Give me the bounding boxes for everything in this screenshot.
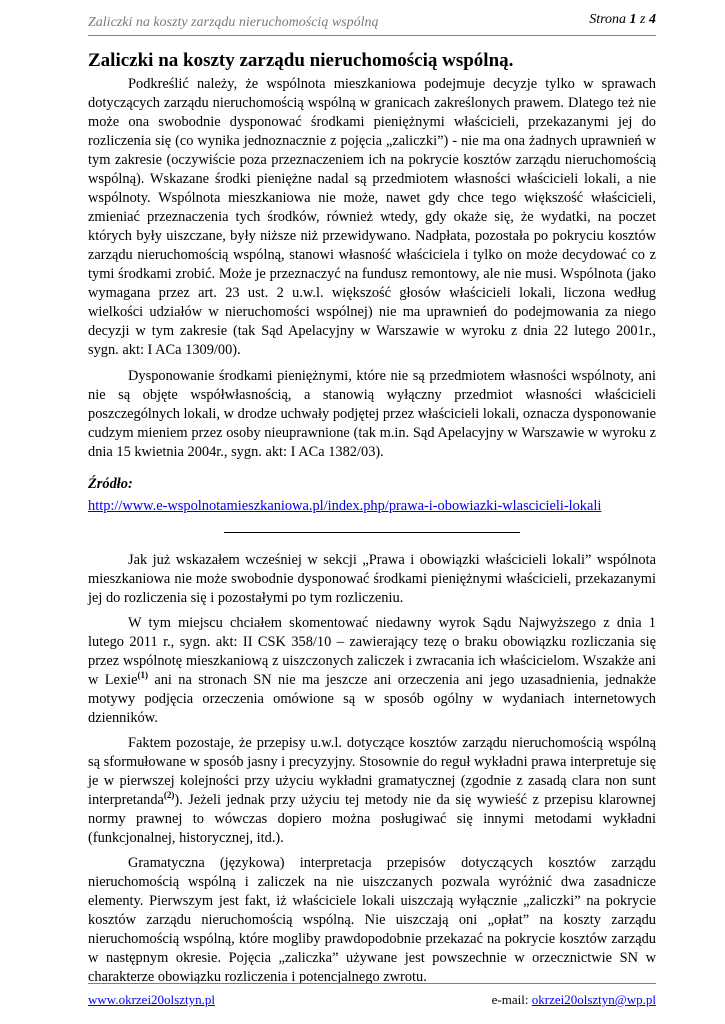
footnote-2-marker[interactable]: (2) xyxy=(163,790,175,801)
paragraph-5-part-b: ). Jeżeli jednak przy użyciu tej metody nie da się wywieść z przepisu klarownej normy prawnej to wówczas dopiero można posługiwać się innymi metodami wykładni (funkcjonalnej, historycznej, itd.). xyxy=(88,792,656,846)
paragraph-1: Podkreślić należy, że wspólnota mieszkaniowa podejmuje decyzje tylko w sprawach dotyczących zarządu nieruchomością wspólną w granicach zakreślonych prawem. Dlatego też nie może ona swobodnie dysponować środkami pieniężnymi właścicieli, przekazanymi jej do rozliczenia się (co wynika jednoznacznie z pojęcia „zaliczki”) - nie ma ona żadnych uprawnień w tym zakresie (oczywiście poza przeznaczeniem ich na pokrycie kosztów zarządu nieruchomością wspólną). Wskazane środki pieniężne nadal są przedmiotem własności właścicieli lokali, a nie wspólnoty. Wspólnota mieszkaniowa nie może, nawet gdy chce tego większość właścicieli, zmieniać przeznaczenia tych środków, również wtedy, gdy okaże się, że wydatki, na poczet których były uiszczane, były niższe niż przewidywano. Nadpłata, pozostała po pokryciu kosztów zarządu nieruchomością wspólną, stanowi własność właściciela i tylko on może decydować co z tymi środkami zrobić. Może je przeznaczyć na fundusz remontowy, ale nie musi. Wspólnota (jako wymagana przez art. 23 ust. 2 u.w.l. większość głosów właścicieli lokali, liczona według wielkości udziałów w nieruchomości wspólnej) nie ma uprawnień do podejmowania za niego decyzji w tym zakresie (tak Sąd Apelacyjny w Warszawie w wyroku z dnia 22 lutego 2001r., sygn. akt: I ACa 1309/00). xyxy=(88,76,656,358)
source-link[interactable]: http://www.e-wspolnotamieszkaniowa.pl/index.php/prawa-i-obowiazki-wlascicieli-lokali xyxy=(88,498,602,514)
page-number xyxy=(589,12,656,28)
paragraph-5 xyxy=(88,734,656,848)
footnote-1-marker[interactable]: (1) xyxy=(137,670,148,681)
page-total: 4 xyxy=(649,12,656,27)
page-header xyxy=(88,10,656,36)
page-current: 1 xyxy=(629,12,637,27)
section-divider xyxy=(224,532,520,533)
paragraph-4 xyxy=(88,614,656,728)
paragraph-6: Gramatyczna (językowa) interpretacja przepisów dotyczących kosztów zarządu nieruchomością wspólną i zaliczek na nie uiszczanych pozwala wyróżnić dwa zasadnicze elementy. Pierwszym jest fakt, iż właściciele lokali uiszczają wyłącznie „zaliczki” na pokrycie kosztów zarządu nieruchomością wspólną. Nie uiszczają oni „opłat” na koszty zarządu nieruchomością wspólną, które mogliby prawdopodobnie przekazać na pokrycie kosztów zarządu w następnym okresie. Pojęcia „zaliczka” używane jest powszechnie w orzecznictwie SN w charakterze obowiązku rozliczenia i potencjalnego zwrotu. xyxy=(88,855,656,985)
paragraph-4-part-b: ani na stronach SN nie ma jeszcze ani orzeczenia ani jego uzasadnienia, jednakże motywy podjęcia orzeczenia omówione są w sposób ogólny w wydaniach internetowych dzienników. xyxy=(88,672,656,726)
running-title: Zaliczki na koszty zarządu nieruchomością wspólną xyxy=(88,15,379,30)
paragraph-2: Dysponowanie środkami pieniężnymi, które nie są przedmiotem własności wspólnoty, ani nie są objęte współwłasnością, a stanowią wyłączny przedmiot własności właścicieli poszczególnych lokali, w drodze uchwały podjętej przez właścicieli lokali, oznacza dysponowanie cudzym mieniem przez osoby nieuprawnione (tak m.in. Sąd Apelacyjny w Warszawie w wyroku z dnia 15 kwietnia 2004r., sygn. akt: I ACa 1382/03). xyxy=(88,368,656,460)
paragraph-3: Jak już wskazałem wcześniej w sekcji „Prawa i obowiązki właścicieli lokali” wspólnota mieszkaniowa nie może swobodnie dysponować środkami pieniężnymi właścicieli, przekazanymi jej do rozliczenia się i pozostałymi po tym rozliczeniu. xyxy=(88,552,656,606)
source-label: Źródło: xyxy=(88,476,133,492)
footer-email xyxy=(492,992,656,1008)
page-word: Strona xyxy=(589,12,627,27)
footer-website-link[interactable]: www.okrzei20olsztyn.pl xyxy=(88,992,215,1007)
article-body xyxy=(88,50,656,987)
footer-email-link[interactable]: okrzei20olsztyn@wp.pl xyxy=(531,992,656,1007)
page-footer xyxy=(88,983,656,1013)
paragraph-4-part-a: W tym miejscu chciałem skomentować niedawny wyrok Sądu Najwyższego z dnia 1 lutego 2011 r., sygn. akt: II CSK 358/10 – zawierający tezę o braku obowiązku rozliczania się przez wspólnotę mieszkaniową z uiszczonych zaliczek i zwracania ich właścicielom. Wszakże ani w Lexie xyxy=(88,615,656,688)
article-title: Zaliczki na koszty zarządu nieruchomością wspólną. xyxy=(88,50,514,71)
email-label: e-mail: xyxy=(491,992,532,1007)
paragraph-5-part-a: Faktem pozostaje, że przepisy u.w.l. dotyczące kosztów zarządu nieruchomością wspólną są sformułowane w sposób jasny i precyzyjny. Stosownie do reguł wykładni prawa interpretuje się je w pierwszej kolejności przy użyciu wykładni gramatycznej (zgodnie z zasadą clara non sunt interpretanda xyxy=(88,735,656,808)
page-of: z xyxy=(640,12,646,27)
